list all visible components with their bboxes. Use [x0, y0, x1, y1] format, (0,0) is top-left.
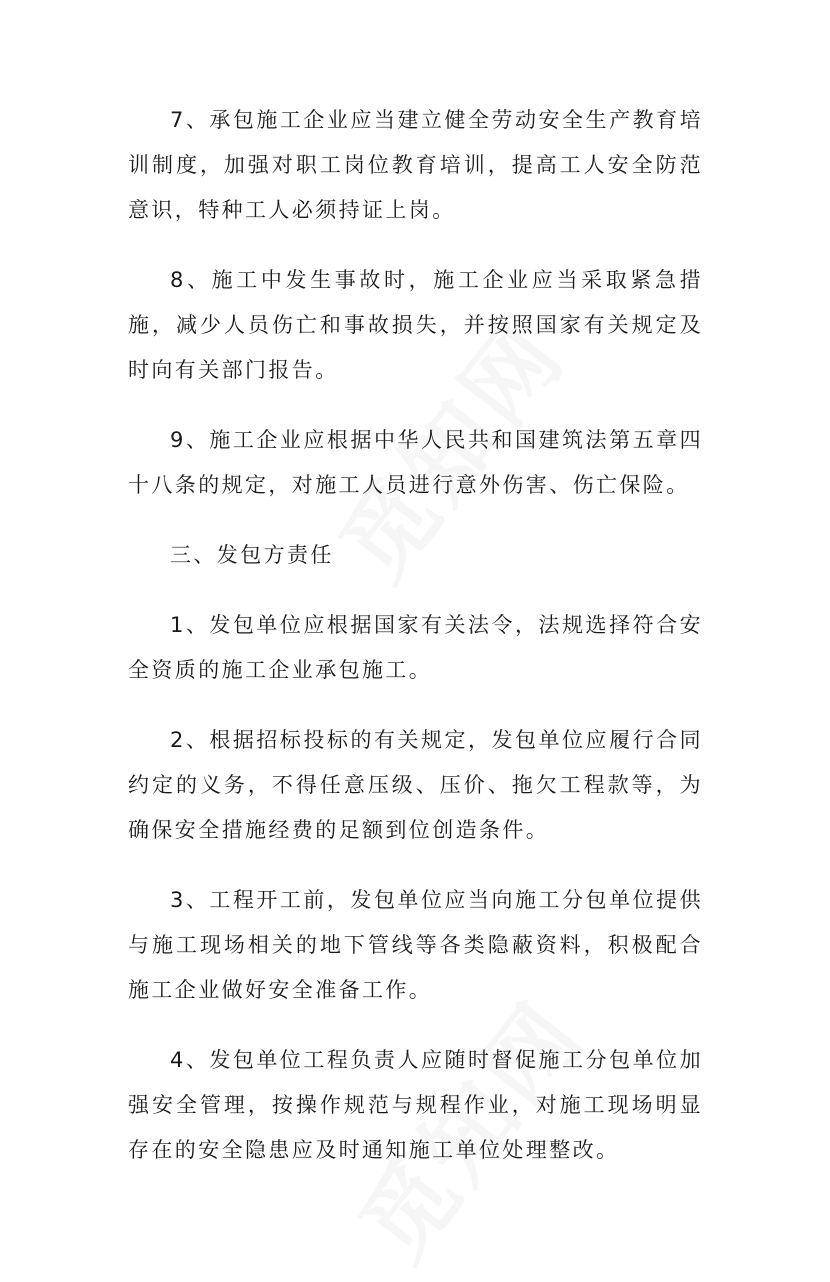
paragraph-employer-4: 4、发包单位工程负责人应随时督促施工分包单位加强安全管理，按操作规范与规程作业，对施工现场明显存在的安全隐患应及时通知施工单位处理整改。	[128, 1048, 703, 1162]
paragraph-item-9: 9、施工企业应根据中华人民共和国建筑法第五章四十八条的规定，对施工人员进行意外伤害、伤亡保险。	[128, 428, 703, 497]
paragraph-employer-2: 2、根据招标投标的有关规定，发包单位应履行合同约定的义务，不得任意压级、压价、拖欠工程款等，为确保安全措施经费的足额到位创造条件。	[128, 728, 703, 842]
paragraph-employer-1: 1、发包单位应根据国家有关法令，法规选择符合安全资质的施工企业承包施工。	[128, 613, 703, 682]
paragraph-item-8: 8、施工中发生事故时，施工企业应当采取紧急措施，减少人员伤亡和事故损失，并按照国家有关规定及时向有关部门报告。	[128, 268, 703, 382]
document-body	[128, 98, 703, 1173]
paragraph-item-7: 7、承包施工企业应当建立健全劳动安全生产教育培训制度，加强对职工岗位教育培训，提高工人安全防范意识，特种工人必须持证上岗。	[128, 108, 703, 222]
paragraph-employer-3: 3、工程开工前，发包单位应当向施工分包单位提供与施工现场相关的地下管线等各类隐蔽资料，积极配合施工企业做好安全准备工作。	[128, 888, 703, 1002]
section-heading-employer-duties: 三、发包方责任	[170, 543, 334, 567]
